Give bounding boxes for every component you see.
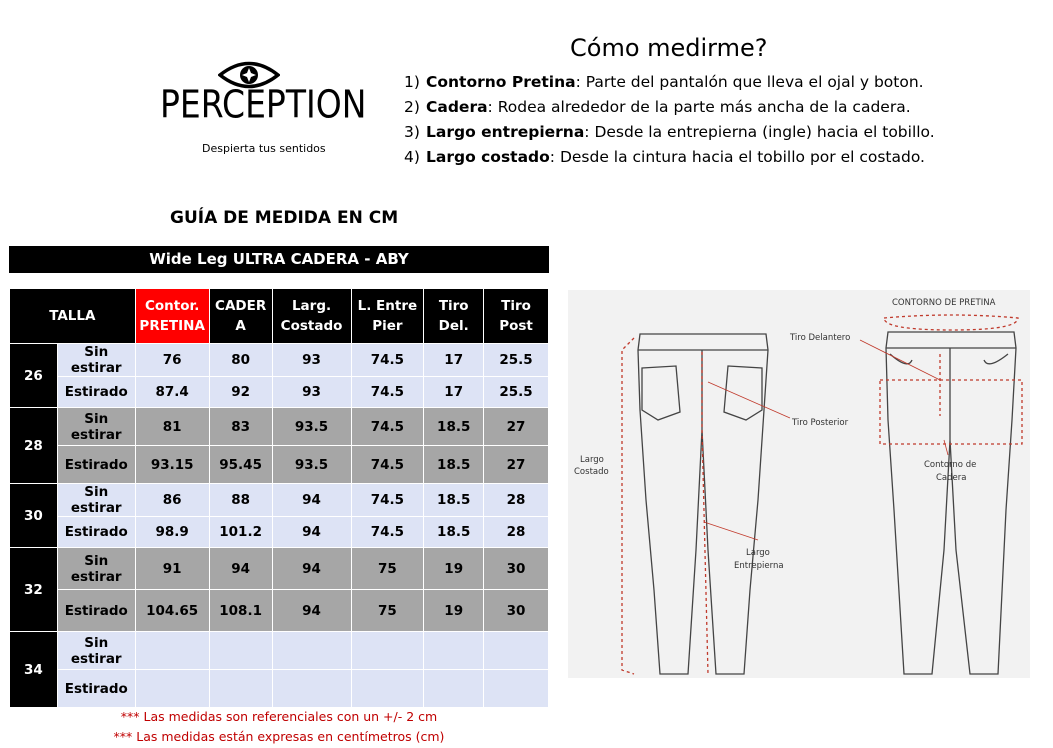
label-contorno-pretina: CONTORNO DE PRETINA (892, 298, 996, 308)
footnote: *** Las medidas son referenciales con un +/- 2 cm (120, 709, 438, 724)
label-tiro-posterior: Tiro Posterior (792, 418, 849, 428)
label-tiro-delantero: Tiro Delantero (790, 333, 851, 343)
measure-cell-costado: 93.5 (272, 446, 351, 484)
measure-cell-tirodel: 18.5 (424, 446, 484, 484)
condition-cell: Estirado (57, 517, 135, 548)
measure-cell-tirodel: 19 (424, 548, 484, 590)
table-row (10, 632, 549, 670)
measure-cell-tirodel: 18.5 (424, 408, 484, 446)
measure-cell-tirodel: 18.5 (424, 517, 484, 548)
how-to-list (404, 70, 935, 170)
header-largo-costado: Larg. Costado (272, 289, 351, 344)
table-row (10, 548, 549, 590)
size-table (9, 288, 549, 708)
measure-cell-contorno: 98.9 (135, 517, 209, 548)
measure-cell-contorno: 86 (135, 484, 209, 517)
measure-cell-cadera: 95.45 (209, 446, 272, 484)
measure-cell-cadera (209, 632, 272, 670)
talla-cell: 30 (10, 484, 58, 548)
header-largo-entrepierna: L. Entre Pier (351, 289, 424, 344)
measure-cell-contorno (135, 670, 209, 708)
table-row (10, 446, 549, 484)
header-talla: TALLA (10, 289, 136, 344)
measure-cell-tirodel: 17 (424, 344, 484, 377)
table-row (10, 344, 549, 377)
measure-cell-entrepier: 74.5 (351, 408, 424, 446)
measure-cell-entrepier: 74.5 (351, 484, 424, 517)
measure-cell-costado: 93.5 (272, 408, 351, 446)
brand-tagline: Despierta tus sentidos (202, 142, 326, 155)
measure-cell-tirodel (424, 632, 484, 670)
measure-cell-tiropost: 25.5 (484, 344, 549, 377)
measure-cell-tiropost: 28 (484, 484, 549, 517)
talla-cell: 28 (10, 408, 58, 484)
footnotes (0, 707, 558, 747)
footnote: *** Las medidas están expresas en centímetros (cm) (113, 729, 445, 744)
measure-cell-contorno: 104.65 (135, 590, 209, 632)
talla-cell: 32 (10, 548, 58, 632)
measure-cell-tiropost: 27 (484, 446, 549, 484)
measure-cell-tiropost (484, 632, 549, 670)
measure-cell-cadera: 94 (209, 548, 272, 590)
label-contorno-cadera: Contorno de (924, 460, 977, 470)
talla-cell: 26 (10, 344, 58, 408)
measure-cell-contorno: 81 (135, 408, 209, 446)
measure-cell-tirodel: 18.5 (424, 484, 484, 517)
measure-cell-cadera: 92 (209, 377, 272, 408)
measure-cell-costado (272, 632, 351, 670)
model-name-bar: Wide Leg ULTRA CADERA - ABY (9, 246, 549, 273)
measurement-lines (622, 315, 1022, 674)
condition-cell: Sin estirar (57, 344, 135, 377)
label-largo-costado: Costado (574, 467, 609, 477)
table-header-row (10, 289, 549, 344)
measure-cell-tiropost: 25.5 (484, 377, 549, 408)
condition-cell: Sin estirar (57, 632, 135, 670)
jeans-front-view (886, 332, 1016, 674)
table-row (10, 484, 549, 517)
measure-cell-contorno: 91 (135, 548, 209, 590)
header-cadera: CADER A (209, 289, 272, 344)
how-to-item: 1) Contorno Pretina: Parte del pantalón que lleva el ojal y boton. (404, 73, 924, 91)
measure-cell-costado (272, 670, 351, 708)
brand-wordmark: PERCEPTION (160, 82, 367, 127)
header-tiro-delantero: Tiro Del. (424, 289, 484, 344)
condition-cell: Estirado (57, 670, 135, 708)
measure-cell-costado: 93 (272, 377, 351, 408)
jeans-back-view (638, 334, 768, 674)
jeans-diagram-svg (568, 290, 1030, 678)
measure-cell-contorno: 93.15 (135, 446, 209, 484)
measure-cell-costado: 94 (272, 484, 351, 517)
brand-logo (160, 58, 367, 158)
how-to-title: Cómo medirme? (570, 34, 768, 62)
measure-cell-contorno: 87.4 (135, 377, 209, 408)
condition-cell: Estirado (57, 377, 135, 408)
measure-cell-costado: 94 (272, 517, 351, 548)
measure-cell-contorno: 76 (135, 344, 209, 377)
leader-lines (704, 340, 948, 540)
table-row (10, 517, 549, 548)
table-row (10, 590, 549, 632)
measure-cell-cadera: 80 (209, 344, 272, 377)
measure-cell-tiropost: 28 (484, 517, 549, 548)
measure-cell-cadera: 101.2 (209, 517, 272, 548)
measure-cell-entrepier: 74.5 (351, 344, 424, 377)
condition-cell: Sin estirar (57, 408, 135, 446)
label-contorno-cadera: Cadera (936, 473, 967, 483)
label-largo-costado: Largo (580, 455, 604, 465)
label-largo-entrepierna: Largo (746, 548, 770, 558)
condition-cell: Sin estirar (57, 484, 135, 517)
measure-cell-tiropost (484, 670, 549, 708)
condition-cell: Estirado (57, 590, 135, 632)
measure-cell-costado: 93 (272, 344, 351, 377)
table-row (10, 670, 549, 708)
measure-cell-contorno (135, 632, 209, 670)
measure-cell-cadera: 83 (209, 408, 272, 446)
measure-cell-cadera: 88 (209, 484, 272, 517)
how-to-item: 2) Cadera: Rodea alrededor de la parte más ancha de la cadera. (404, 98, 911, 116)
measure-cell-tirodel (424, 670, 484, 708)
measurement-diagram (568, 290, 1030, 678)
condition-cell: Sin estirar (57, 548, 135, 590)
measure-cell-tirodel: 17 (424, 377, 484, 408)
measure-cell-tirodel: 19 (424, 590, 484, 632)
how-to-item: 4) Largo costado: Desde la cintura hacia el tobillo por el costado. (404, 148, 925, 166)
table-row (10, 408, 549, 446)
measure-cell-entrepier: 75 (351, 590, 424, 632)
how-to-item: 3) Largo entrepierna: Desde la entrepierna (ingle) hacia el tobillo. (404, 123, 935, 141)
measure-cell-costado: 94 (272, 548, 351, 590)
header-tiro-posterior: Tiro Post (484, 289, 549, 344)
guide-title: GUÍA DE MEDIDA EN CM (170, 208, 399, 228)
condition-cell: Estirado (57, 446, 135, 484)
measure-cell-entrepier (351, 670, 424, 708)
measure-cell-tiropost: 27 (484, 408, 549, 446)
measure-cell-entrepier: 74.5 (351, 517, 424, 548)
header-contorno-pretina: Contor. PRETINA (135, 289, 209, 344)
measure-cell-costado: 94 (272, 590, 351, 632)
measure-cell-entrepier (351, 632, 424, 670)
measure-cell-cadera: 108.1 (209, 590, 272, 632)
measure-cell-entrepier: 74.5 (351, 446, 424, 484)
label-largo-entrepierna: Entrepierna (734, 561, 784, 571)
measure-cell-entrepier: 75 (351, 548, 424, 590)
talla-cell: 34 (10, 632, 58, 708)
measure-cell-tiropost: 30 (484, 590, 549, 632)
measure-cell-entrepier: 74.5 (351, 377, 424, 408)
measure-cell-cadera (209, 670, 272, 708)
table-row (10, 377, 549, 408)
measure-cell-tiropost: 30 (484, 548, 549, 590)
